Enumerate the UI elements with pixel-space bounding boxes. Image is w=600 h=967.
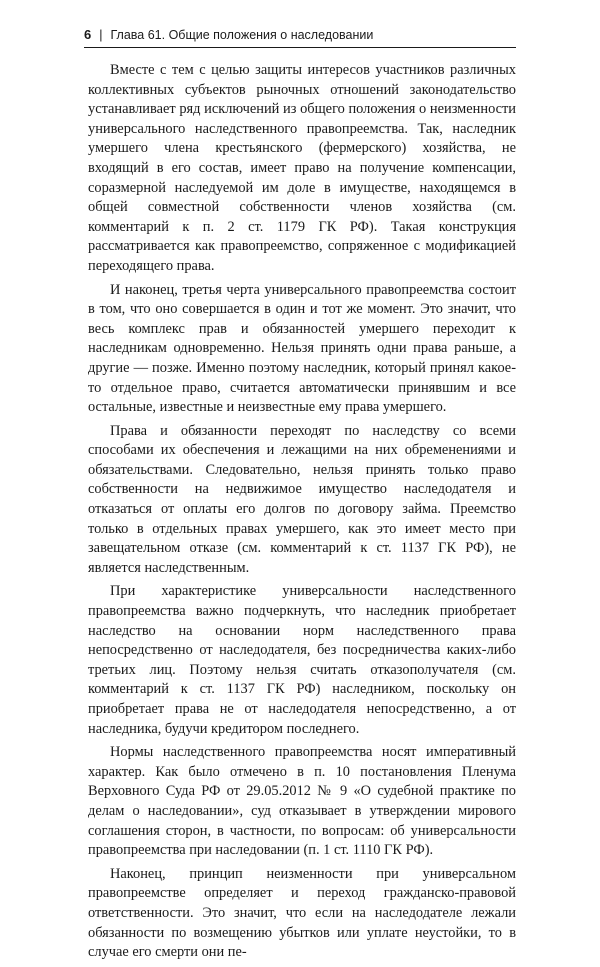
paragraph: Права и обязанности переходят по наследству со всеми способами их обеспечения и лежащими на них обременениями и обязательствами. Следовательно, нельзя принять только право собственности на недвижимое имущество наследодателя и отказаться от оплаты его долгов по договору займа. Преемство только в отдельных правах умершего, как это имеет место при завещательном отказе (см. комментарий к ст. 1137 ГК РФ), не является наследственным. — [88, 422, 516, 576]
header-separator: | — [99, 28, 103, 42]
chapter-title: Глава 61. Общие положения о наследовании — [110, 28, 374, 42]
paragraph: Наконец, принцип неизменности при универсальном правопреемстве определяет и переход гражданско-правовой ответственности. Это значит, что если на наследодателе лежали обязанности по возмещению убытков или уплате неустойки, то в случае его смерти они пе- — [88, 865, 516, 961]
paragraph: Вместе с тем с целью защиты интересов участников различных коллективных субъектов рыночных отношений законодательство устанавливает ряд исключений из общего положения о неизменности универсального наследственного правопреемства. Так, наследник умершего члена крестьянского (фермерского) хозяйства, не входящий в его состав, имеет право на получение компенсации, соразмерной наследуемой им доле в имуществе, находящемся в общей совместной собственности членов хозяйства (см. комментарий к п. 2 ст. 1179 ГК РФ). Такая конструкция рассматривается как правопреемство, сопряженное с модификацией переходящего права. — [88, 62, 516, 274]
page-number: 6 — [84, 27, 92, 42]
paragraph: При характеристике универсальности наследственного правопреемства важно подчеркнуть, что наследник приобретает наследство на основании норм наследственного права непосредственно от наследодателя, без посредничества каких-либо третьих лиц. Поэтому нельзя считать отказополучателя (см. комментарий к ст. 1137 ГК РФ) наследником, поскольку он приобретает права не от наследодателя непосредственно, а от наследника, будучи кредитором последнего. — [88, 583, 516, 737]
body-text — [88, 61, 516, 967]
paragraph: И наконец, третья черта универсального правопреемства состоит в том, что оно совершается в один и тот же момент. Это значит, что весь комплекс прав и обязанностей умершего переходит к наследникам одновременно. Нельзя принять одни права раньше, а другие — позже. Именно поэтому наследник, который принял какое-то отдельное право, считается автоматически принявшим и все остальные, известные и неизвестные ему права умершего. — [88, 281, 516, 416]
paragraph: Нормы наследственного правопреемства носят императивный характер. Как было отмечено в п. 10 постановления Пленума Верховного Суда РФ от 29.05.2012 № 9 «О судебной практике по делам о наследовании», суд отказывает в утверждении мирового соглашения сторон, в частности, по вопросам: об универсальности правопреемства при наследовании (п. 1 ст. 1110 ГК РФ). — [88, 744, 516, 859]
header-rule — [84, 47, 516, 48]
running-header — [84, 27, 516, 47]
